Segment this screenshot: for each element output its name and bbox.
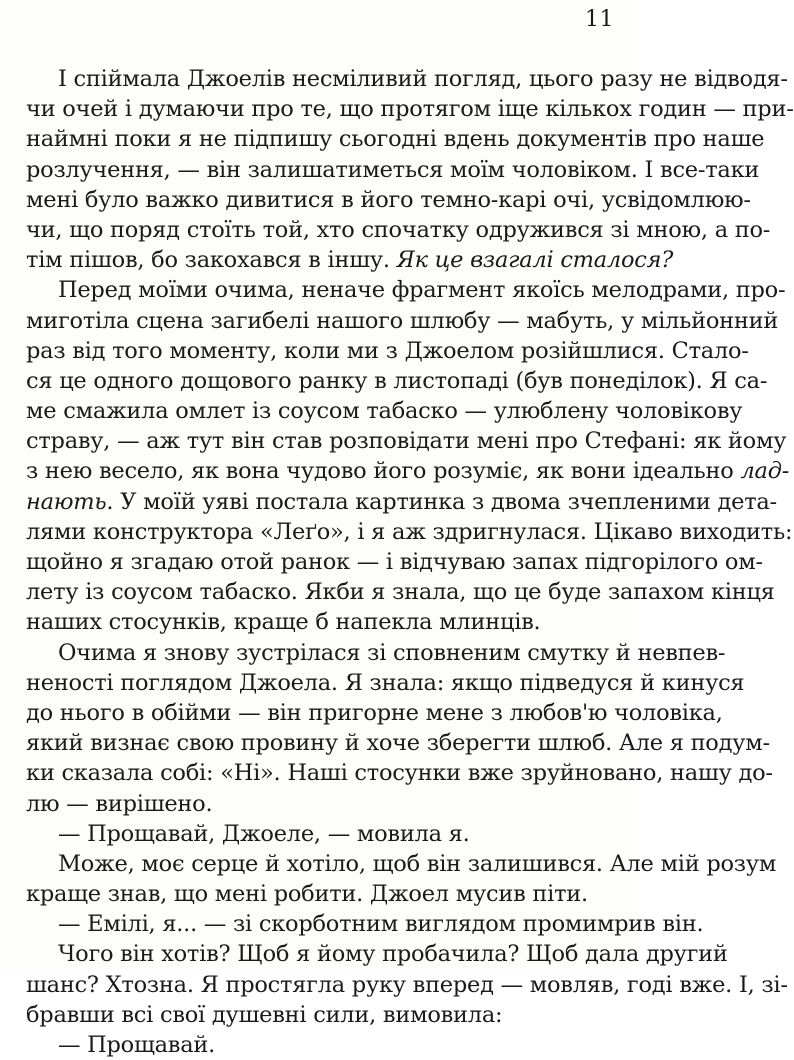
text-run: чи, що поряд стоїть той, хто спочатку одружився зі мною, а по- <box>26 216 771 243</box>
text-line <box>26 64 788 94</box>
text-line <box>26 607 619 637</box>
text-run: Може, моє серце й хотіло, щоб він залишився. Але мій розум <box>58 850 777 877</box>
text-run: мені було важко дивитися в його темно-карі очі, усвідомлюю- <box>26 186 751 213</box>
text-run: щойно я згадаю отой ранок — і відчуваю запах підгорілого ом- <box>26 549 763 575</box>
paragraph <box>26 1030 619 1060</box>
text-line <box>26 1030 619 1060</box>
italic-text: Як це взагалі сталося? <box>396 247 674 274</box>
text-line <box>26 879 619 909</box>
text-line <box>26 849 777 879</box>
text-run: Чого він хотів? Щоб я йому пробачила? Щоб дала другий <box>58 941 728 968</box>
text-run: . У моїй уяві постала картинка з двома зчепленими дета- <box>106 488 777 515</box>
text-run: наших стосунків, краще б напекла млинців. <box>26 609 541 636</box>
paragraph <box>26 819 619 849</box>
text-run: краще знав, що мені робити. Джоел мусив піти. <box>26 881 588 908</box>
text-run: який визнає свою провину й хоче зберегти шлюб. Але я подум- <box>26 730 770 757</box>
text-run: раз від того моменту, коли ми з Джоелом розійшлися. Стало- <box>26 337 749 364</box>
text-line <box>26 517 793 547</box>
paragraph <box>26 849 777 909</box>
text-line <box>26 94 794 124</box>
text-run: І спіймала Джоелів несміливий погляд, цього разу не відводя- <box>58 66 788 92</box>
text-line <box>26 789 619 819</box>
text-line <box>26 939 728 969</box>
paragraph <box>26 275 793 637</box>
paragraph <box>26 64 794 275</box>
text-run: лю — вирішено. <box>26 790 213 817</box>
text-line <box>26 275 786 305</box>
text-run: лями конструктора «Леґо», і я аж здригнулася. Цікаво виходить: <box>26 518 793 545</box>
text-line <box>26 698 723 728</box>
text-line <box>26 1000 619 1030</box>
text-line <box>26 547 763 577</box>
text-line <box>26 577 775 607</box>
text-line <box>26 728 770 758</box>
text-line <box>26 909 704 939</box>
text-run: ся це одного дощового ранку в листопаді (був понеділок). Я са- <box>26 367 768 394</box>
text-run: тім пішов, бо закохався в іншу. <box>26 247 397 274</box>
text-line <box>26 396 743 426</box>
text-run: бравши всі свої душевні сили, вимовила: <box>26 1001 503 1028</box>
text-line <box>26 456 790 486</box>
text-run: ки сказала собі: «Ні». Наші стосунки вже зруйновано, нашу до- <box>26 760 773 787</box>
text-line <box>26 185 751 215</box>
text-run: наймні поки я не підпишу сьогодні вдень документів про наше <box>26 126 765 153</box>
text-run: — Прощавай, Джоеле, — мовила я. <box>58 820 470 847</box>
text-line <box>26 336 749 366</box>
paragraph <box>26 939 788 1030</box>
paragraph <box>26 909 704 939</box>
body-text <box>26 64 794 1060</box>
italic-text: нають <box>26 488 107 515</box>
text-run: — Емілі, я... — зі скорботним виглядом промимрив він. <box>58 911 704 938</box>
text-line <box>26 668 745 698</box>
text-line <box>26 245 674 275</box>
text-run: ме смажила омлет із соусом табаско — улюблену чоловікову <box>26 398 743 425</box>
text-line <box>26 366 768 396</box>
text-run: страву, — аж тут він став розповідати мені про Стефані: як йому <box>26 428 787 455</box>
text-line <box>26 758 773 788</box>
text-line <box>26 638 726 668</box>
text-line <box>26 970 788 1000</box>
text-run: неності поглядом Джоела. Я знала: якщо підведуся й кинуся <box>26 669 745 696</box>
text-line <box>26 426 787 456</box>
text-run: миготіла сцена загибелі нашого шлюбу — мабуть, у мільйонний <box>26 307 779 334</box>
text-run: Перед моїми очима, неначе фрагмент якоїсь мелодрами, про- <box>58 277 786 304</box>
page-number: 11 <box>585 7 614 32</box>
text-line <box>26 124 765 154</box>
text-run: — Прощавай. <box>58 1032 216 1058</box>
text-run: лету із соусом табаско. Якби я знала, що це буде запахом кінця <box>26 579 775 606</box>
paragraph <box>26 638 773 819</box>
text-line <box>26 155 760 185</box>
text-run: до нього в обійми — він пригорне мене з любов'ю чоловіка, <box>26 699 723 726</box>
italic-text: лад- <box>740 458 790 485</box>
text-run: Очима я знову зустрілася зі сповненим смутку й невпев- <box>58 639 726 666</box>
text-run: розлучення, — він залишатиметься моїм чоловіком. І все-таки <box>26 156 760 183</box>
text-line <box>26 215 771 245</box>
text-run: шанс? Хтозна. Я простягла руку вперед — мовляв, годі вже. І, зі- <box>26 971 788 998</box>
text-line <box>26 819 619 849</box>
text-run: з нею весело, як вона чудово його розуміє, як вони ідеально <box>26 458 741 485</box>
text-line <box>26 306 779 336</box>
text-line <box>26 487 777 517</box>
text-run: чи очей і думаючи про те, що протягом іще кількох годин — при- <box>26 96 794 123</box>
